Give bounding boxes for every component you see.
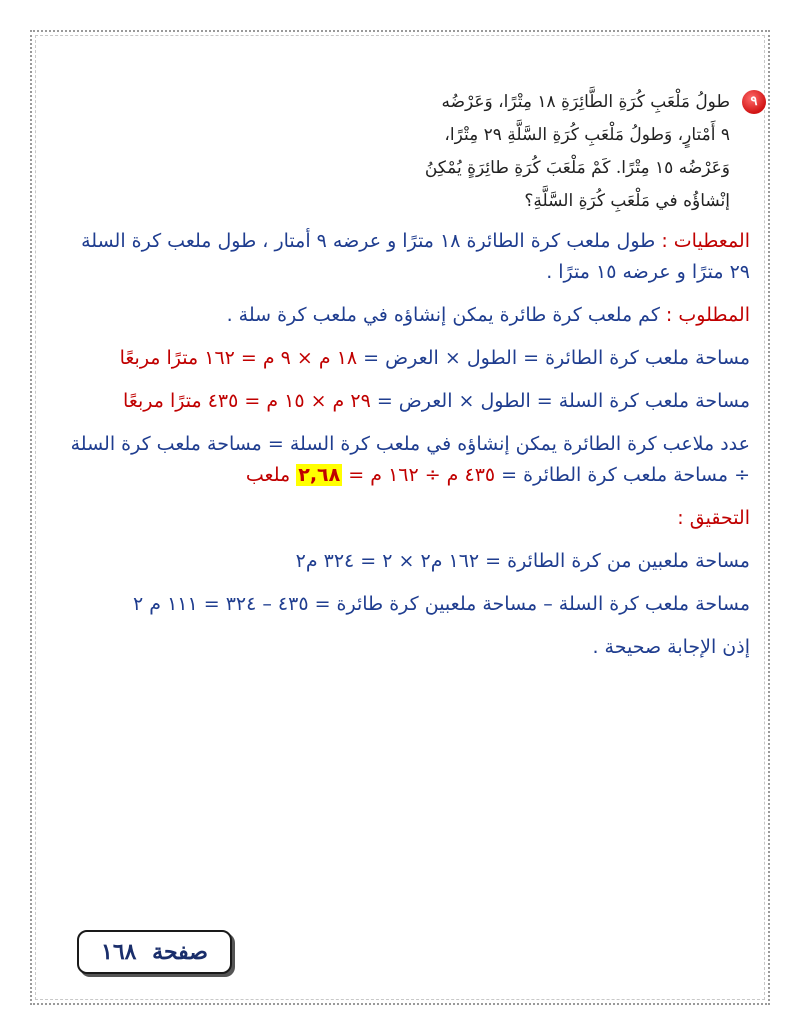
court-count	[70, 429, 750, 491]
court-count-calc: ٤٣٥ م ÷ ١٦٢ م =	[348, 464, 496, 486]
page-word: صفحة	[152, 939, 208, 965]
required	[70, 300, 750, 331]
basketball-area	[70, 386, 750, 417]
problem-number-badge: ٩	[742, 90, 766, 114]
solution	[70, 226, 750, 675]
problem-line-4: إنْشاؤُه في مَلْعَبِ كُرَةِ السَّلَّةِ؟	[524, 191, 730, 211]
problem-line-2: ٩ أَمْتارٍ، وَطولُ مَلْعَبِ كُرَةِ السَّلَّةِ ٢٩ مِتْرًا،	[444, 125, 730, 145]
page-number-label	[77, 930, 232, 974]
court-count-text: عدد ملاعب كرة الطائرة يمكن إنشاؤه في ملعب كرة السلة = مساحة ملعب كرة السلة ÷ مساحة ملعب كرة الطائرة =	[70, 433, 750, 486]
problem-statement	[400, 86, 758, 218]
volleyball-area-formula: مساحة ملعب كرة الطائرة = الطول × العرض =	[363, 347, 750, 369]
problem-line-3: وَعَرْضُه ١٥ مِتْرًا. كَمْ مَلْعَبَ كُرَةِ طائِرَةٍ يُمْكِنُ	[424, 158, 730, 178]
check-line-1: مساحة ملعبين من كرة الطائرة = ١٦٢ م٢ × ٢ = ٣٢٤ م٢	[295, 550, 750, 572]
court-count-unit: ملعب	[245, 464, 291, 486]
court-count-answer: ٢,٦٨	[298, 464, 341, 486]
givens	[70, 226, 750, 288]
basketball-area-formula: مساحة ملعب كرة السلة = الطول × العرض =	[376, 390, 750, 412]
volleyball-area	[70, 343, 750, 374]
volleyball-area-result: ١٨ م × ٩ م = ١٦٢ مترًا مربعًا	[119, 347, 358, 369]
givens-text: طول ملعب كرة الطائرة ١٨ مترًا و عرضه ٩ أمتار ، طول ملعب كرة السلة ٢٩ مترًا و عرضه ١٥ مترًا .	[81, 230, 750, 283]
required-label: المطلوب :	[665, 304, 750, 326]
required-text: كم ملعب كرة طائرة يمكن إنشاؤه في ملعب كرة سلة .	[226, 304, 660, 326]
page-number: ١٦٨	[101, 939, 137, 965]
problem-line-1: طولُ مَلْعَبِ كُرَةِ الطَّائِرَةِ ١٨ مِتْرًا، وَعَرْضُه	[441, 92, 730, 112]
conclusion: إذن الإجابة صحيحة .	[592, 636, 750, 658]
givens-label: المعطيات :	[661, 230, 750, 252]
check-line-2: مساحة ملعب كرة السلة – مساحة ملعبين كرة طائرة = ٤٣٥ – ٣٢٤ = ١١١ م ٢	[133, 593, 750, 615]
check-label: التحقيق :	[677, 507, 750, 529]
basketball-area-result: ٢٩ م × ١٥ م = ٤٣٥ مترًا مربعًا	[123, 390, 371, 412]
